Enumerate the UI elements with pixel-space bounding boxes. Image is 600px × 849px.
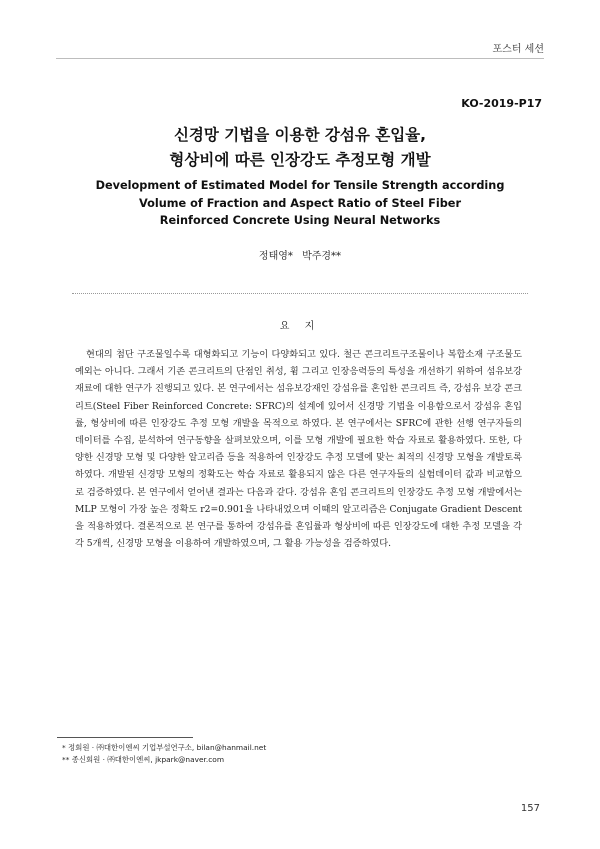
english-title xyxy=(0,177,600,230)
english-title-line-2: Volume of Fraction and Aspect Ratio of Steel Fiber xyxy=(138,196,462,210)
footnote-divider xyxy=(57,737,193,738)
abstract-body: 현대의 첨단 구조물일수록 대형화되고 기능이 다양화되고 있다. 철근 콘크리트구조물이나 복합소재 구조물도 예외는 아니다. 그래서 기존 콘크리트의 단점인 취성, 휨 그리고 인장응력등의 특성을 개선하기 위하여 섬유보강 재료에 대한 연구가 진행되고 있다. 본 연구에서는 섬유보강재인 강섬유를 혼입한 콘크리트 즉, 강섬유 보강 콘크리트(Steel Fiber Reinforced Concrete: SFRC)의 설계에 있어서 신경망 기법을 이용함으로서 강섬유 혼입률, 형상비에 따른 인장강도 추정 모형 개발을 목적으로 하였다. 본 연구에서는 SFRC에 관한 선행 연구자들의 데이터를 수집, 분석하여 연구동향을 살펴보았으며, 이를 모형 개발에 필요한 학습 자료로 활용하였다. 또한, 다양한 신경망 모형 및 다양한 알고리즘 등을 적용하여 인장강도 추정 모델에 맞는 최적의 신경망 모형을 개발토록 하였다. 개발된 신경망 모형의 정확도는 학습 자료로 활용되지 않은 다른 연구자들의 실험데이터 값과 비교함으로 검증하였다. 본 연구에서 얻어낸 결과는 다음과 같다. 강섬유 혼입 콘크리트의 인장강도 추정 모형 개발에서는 MLP 모형이 가장 높은 정확도 r2=0.901을 나타내었으며 이때의 알고리즘은 Conjugate Gradient Descent을 적용하였다. 결론적으로 본 연구를 통하여 강섬유를 혼입률과 형상비에 따른 인장강도에 대한 추정 모델을 각각 5개씩, 신경망 모형을 이용하여 개발하였으며, 그 활용 가능성을 검증하였다. xyxy=(75,349,522,550)
english-title-line-3: Reinforced Concrete Using Neural Networks xyxy=(159,214,441,227)
paper-code: KO-2019-P17 xyxy=(461,97,542,110)
footnotes xyxy=(62,742,266,765)
authors: 정태영* 박주경** xyxy=(258,251,342,262)
footnote-1: * 정회원 · ㈜대한이엔씨 기업부설연구소, bilan@hanmail.net xyxy=(62,743,267,752)
abstract-heading: 요 지 xyxy=(279,321,321,332)
footnote-2: ** 종신회원 · ㈜대한이엔씨, jkpark@naver.com xyxy=(62,754,225,764)
page-number: 157 xyxy=(520,803,540,814)
section-label: 포스터 세션 xyxy=(492,44,544,55)
korean-title-line-1: 신경망 기법을 이용한 강섬유 혼입율, xyxy=(173,126,427,144)
dotted-divider xyxy=(72,293,528,294)
korean-title-line-2: 형상비에 따른 인장강도 추정모형 개발 xyxy=(169,151,431,169)
header-divider xyxy=(56,58,544,59)
english-title-line-1: Development of Estimated Model for Tensile Strength according xyxy=(95,179,505,192)
korean-title xyxy=(0,123,600,173)
